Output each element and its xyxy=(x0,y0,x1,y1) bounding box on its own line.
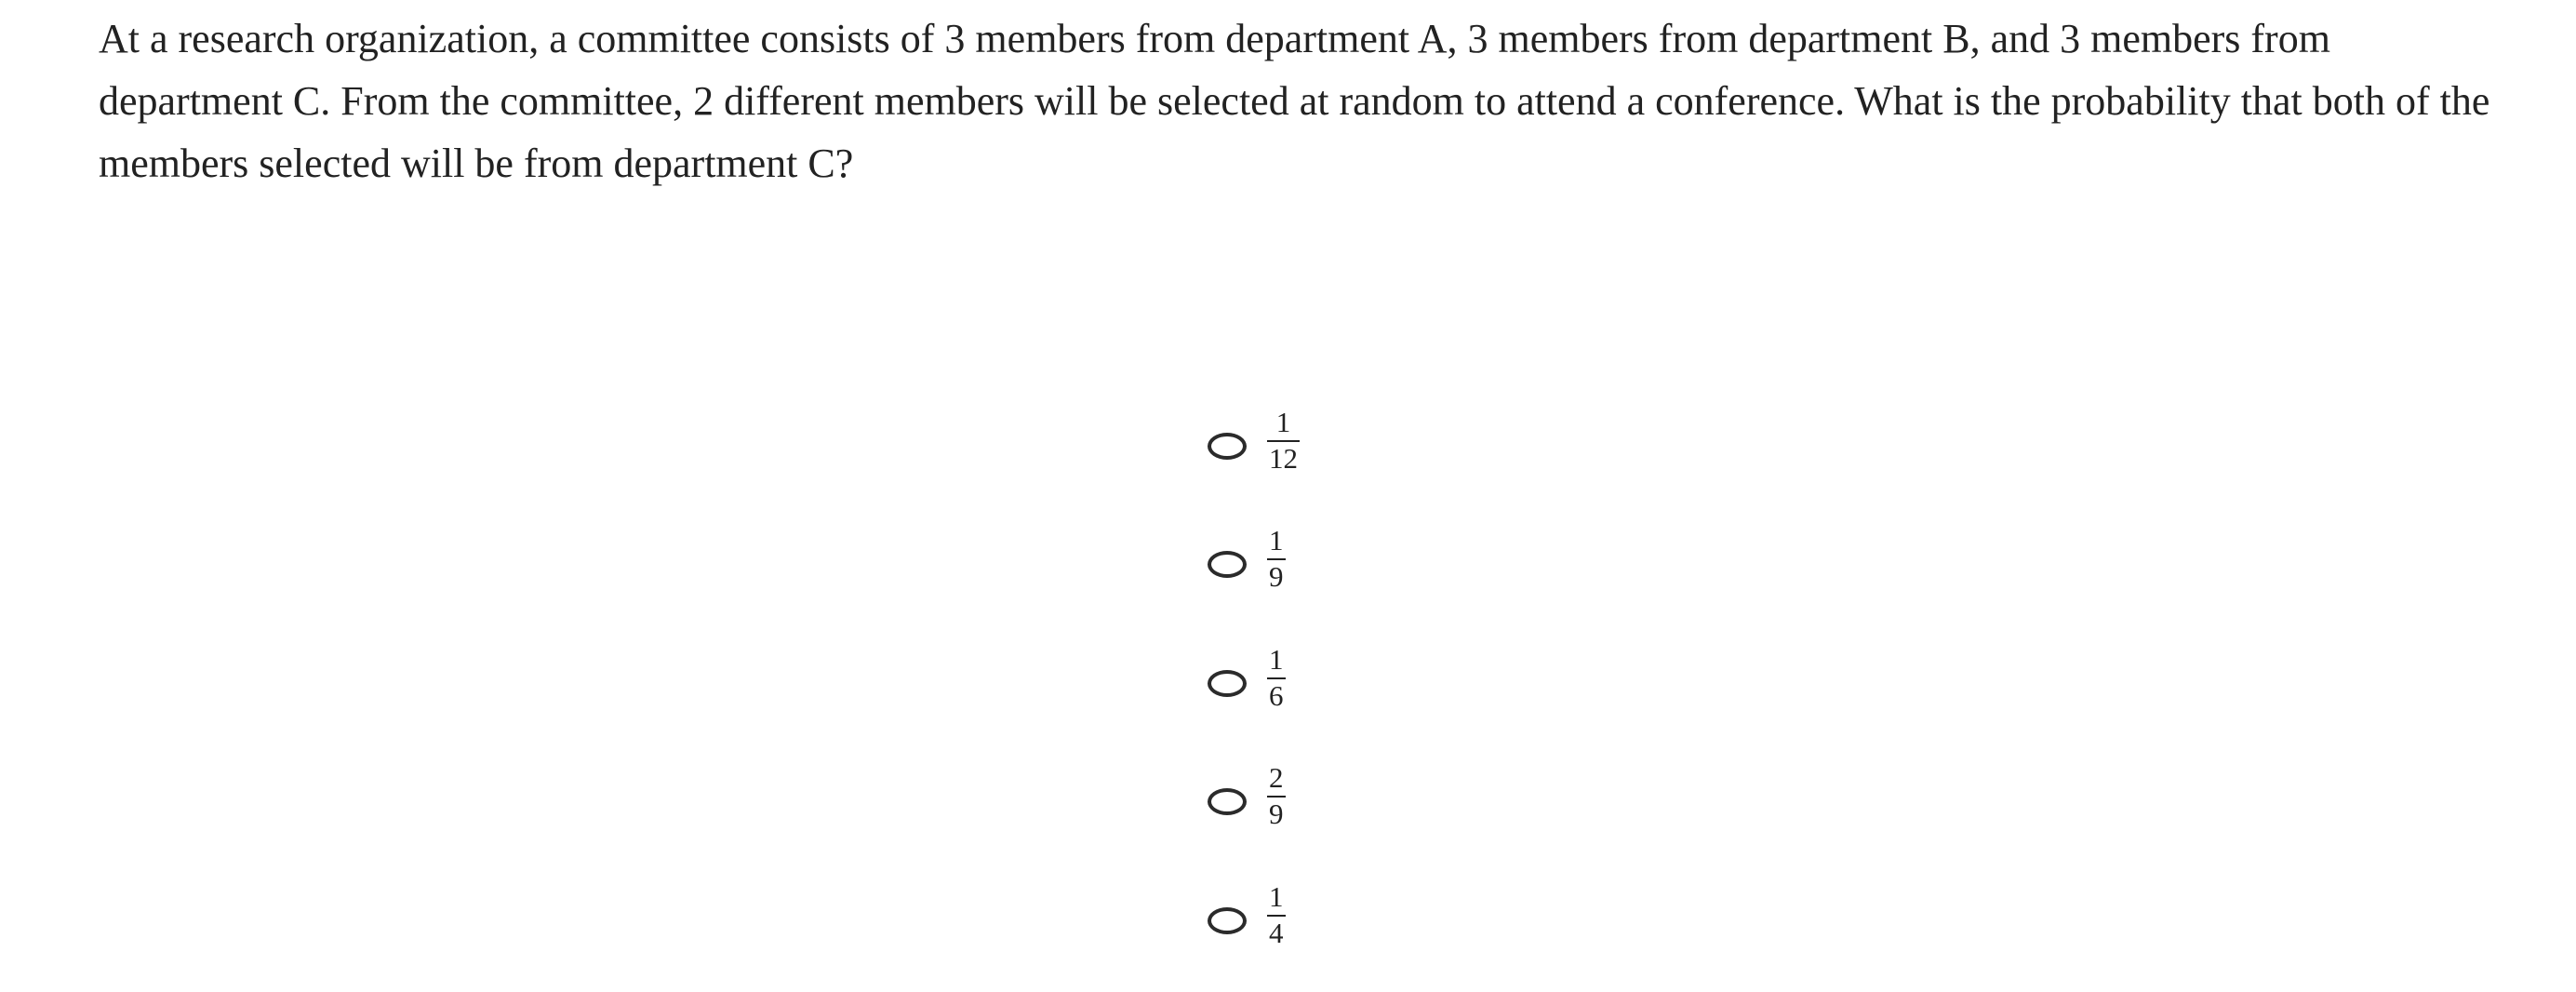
radio-button[interactable] xyxy=(1208,433,1247,460)
answer-choice[interactable] xyxy=(1208,398,1300,482)
radio-button[interactable] xyxy=(1208,788,1247,815)
answer-choice[interactable] xyxy=(1208,636,1300,719)
fraction-denominator: 4 xyxy=(1269,916,1284,949)
fraction xyxy=(1267,525,1286,593)
radio-button[interactable] xyxy=(1208,551,1247,578)
fraction-numerator: 1 xyxy=(1269,524,1284,556)
fraction-denominator: 9 xyxy=(1269,798,1284,830)
fraction-numerator: 1 xyxy=(1269,642,1284,676)
answer-choice[interactable] xyxy=(1208,755,1300,838)
fraction xyxy=(1267,881,1286,949)
fraction-numerator: 2 xyxy=(1269,761,1284,794)
fraction xyxy=(1267,407,1300,475)
radio-button[interactable] xyxy=(1208,670,1247,697)
fraction-numerator: 1 xyxy=(1269,879,1284,913)
fraction-denominator: 9 xyxy=(1269,560,1284,593)
answer-choice[interactable] xyxy=(1208,517,1300,601)
fraction xyxy=(1267,644,1286,712)
radio-button[interactable] xyxy=(1208,907,1247,934)
answer-choices xyxy=(1208,398,1300,992)
question-text: At a research organization, a committee consists of 3 members from department A, 3 members from department B, and 3 members from department C. From the committee, 2 different members will be selected at random to attend a conference. What is the probability that both of the members selected will be from department C? xyxy=(99,16,2490,186)
fraction-denominator: 6 xyxy=(1269,678,1284,712)
fraction xyxy=(1267,762,1286,830)
fraction-denominator: 12 xyxy=(1269,441,1298,475)
answer-choice[interactable] xyxy=(1208,873,1300,957)
fraction-numerator: 1 xyxy=(1275,405,1291,438)
